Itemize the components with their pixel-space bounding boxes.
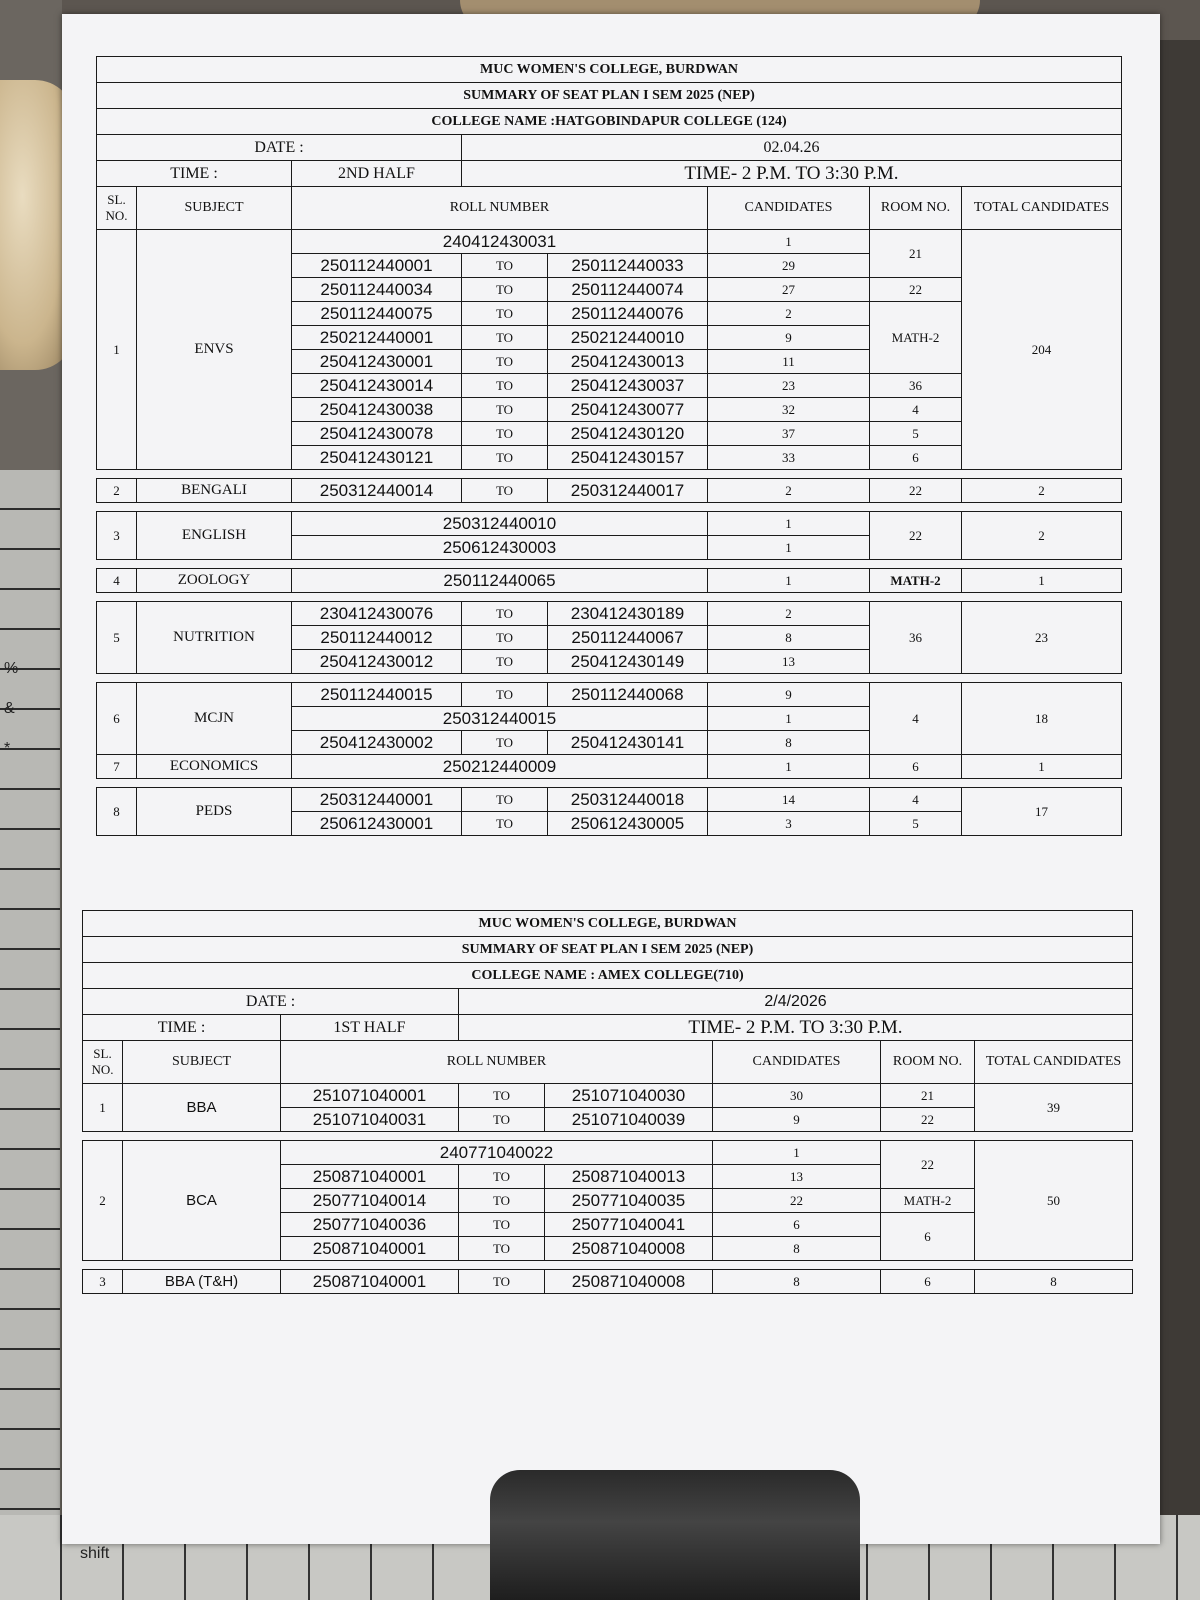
roll-to: 230412430189: [548, 602, 708, 626]
roll-to: 251071040039: [545, 1108, 713, 1132]
subject-name: MCJN: [137, 683, 292, 755]
room-no: 22: [870, 278, 962, 302]
roll-to: 250412430037: [548, 374, 708, 398]
candidates-count: 2: [708, 302, 870, 326]
to-label: TO: [462, 626, 548, 650]
seat-plan-table-1: [96, 56, 1122, 836]
roll-from: 250771040014: [281, 1189, 459, 1213]
roll-to: 250112440074: [548, 278, 708, 302]
table-row: [97, 569, 1122, 593]
total-candidates: 2: [962, 479, 1122, 503]
table-row: [97, 479, 1122, 503]
college-header: MUC WOMEN'S COLLEGE, BURDWAN: [97, 57, 1122, 83]
roll-from: 250112440034: [292, 278, 462, 302]
roll-single: 250312440010: [292, 512, 708, 536]
candidates-count: 11: [708, 350, 870, 374]
to-label: TO: [462, 446, 548, 470]
key-label: %: [4, 660, 19, 677]
sl-no: 3: [97, 512, 137, 560]
candidates-count: 1: [708, 707, 870, 731]
room-no: 21: [870, 230, 962, 278]
sl-no: 6: [97, 683, 137, 755]
candidates-count: 23: [708, 374, 870, 398]
roll-to: 251071040030: [545, 1084, 713, 1108]
date-value: 02.04.26: [462, 135, 1122, 161]
session-half: 2ND HALF: [292, 161, 462, 187]
roll-to: 250412430149: [548, 650, 708, 674]
total-candidates: 23: [962, 602, 1122, 674]
candidates-count: 8: [708, 626, 870, 650]
to-label: TO: [459, 1189, 545, 1213]
roll-from: 250871040001: [281, 1165, 459, 1189]
roll-to: 250412430077: [548, 398, 708, 422]
roll-to: 250871040013: [545, 1165, 713, 1189]
roll-single: 250112440065: [292, 569, 708, 593]
summary-title: SUMMARY OF SEAT PLAN I SEM 2025 (NEP): [97, 83, 1122, 109]
to-label: TO: [459, 1237, 545, 1261]
col-roll-number: ROLL NUMBER: [281, 1041, 713, 1084]
table-row: [83, 1084, 1133, 1108]
room-no: 36: [870, 602, 962, 674]
to-label: TO: [462, 398, 548, 422]
to-label: TO: [462, 731, 548, 755]
total-candidates: 1: [962, 755, 1122, 779]
room-no: 36: [870, 374, 962, 398]
roll-single: 250312440015: [292, 707, 708, 731]
roll-to: 250312440017: [548, 479, 708, 503]
table-row: [97, 683, 1122, 707]
roll-to: 250871040008: [545, 1270, 713, 1294]
room-no: 22: [870, 479, 962, 503]
time-value: TIME- 2 P.M. TO 3:30 P.M.: [459, 1015, 1133, 1041]
roll-to: 250112440068: [548, 683, 708, 707]
candidates-count: 13: [713, 1165, 881, 1189]
candidates-count: 9: [713, 1108, 881, 1132]
table-row: [83, 1141, 1133, 1165]
to-label: TO: [462, 650, 548, 674]
roll-to: 250771040035: [545, 1189, 713, 1213]
candidates-count: 33: [708, 446, 870, 470]
candidates-count: 2: [708, 602, 870, 626]
key-label: *: [4, 740, 11, 757]
table-row: [97, 602, 1122, 626]
total-candidates: 204: [962, 230, 1122, 470]
candidates-count: 1: [708, 569, 870, 593]
to-label: TO: [459, 1213, 545, 1237]
roll-from: 250612430001: [292, 812, 462, 836]
roll-single: 250612430003: [292, 536, 708, 560]
col-room-no: ROOM NO.: [870, 187, 962, 230]
roll-from: 250412430002: [292, 731, 462, 755]
to-label: TO: [462, 788, 548, 812]
subject-name: ENVS: [137, 230, 292, 470]
roll-single: 240771040022: [281, 1141, 713, 1165]
to-label: TO: [462, 350, 548, 374]
roll-to: 250412430013: [548, 350, 708, 374]
roll-from: 250412430038: [292, 398, 462, 422]
to-label: TO: [462, 254, 548, 278]
room-no: 6: [870, 446, 962, 470]
roll-from: 250112440001: [292, 254, 462, 278]
roll-from: 250312440014: [292, 479, 462, 503]
paperweight: [490, 1470, 860, 1600]
roll-from: 250871040001: [281, 1237, 459, 1261]
to-label: TO: [462, 422, 548, 446]
col-total-candidates: TOTAL CANDIDATES: [962, 187, 1122, 230]
room-no: MATH-2: [870, 569, 962, 593]
seat-plan-sheet: [62, 14, 1160, 1544]
total-candidates: 50: [975, 1141, 1133, 1261]
roll-from: 250412430014: [292, 374, 462, 398]
candidates-count: 8: [708, 731, 870, 755]
roll-to: 250871040008: [545, 1237, 713, 1261]
sl-no: 5: [97, 602, 137, 674]
candidates-count: 1: [713, 1141, 881, 1165]
summary-title: SUMMARY OF SEAT PLAN I SEM 2025 (NEP): [83, 937, 1133, 963]
sl-no: 2: [97, 479, 137, 503]
key-label: &: [4, 700, 15, 717]
room-no: 22: [881, 1141, 975, 1189]
roll-from: 250771040036: [281, 1213, 459, 1237]
col-roll-number: ROLL NUMBER: [292, 187, 708, 230]
roll-from: 230412430076: [292, 602, 462, 626]
candidates-count: 3: [708, 812, 870, 836]
to-label: TO: [462, 326, 548, 350]
total-candidates: 2: [962, 512, 1122, 560]
candidates-count: 1: [708, 755, 870, 779]
total-candidates: 8: [975, 1270, 1133, 1294]
date-label: DATE :: [83, 989, 459, 1015]
room-no: 6: [870, 755, 962, 779]
time-label: TIME :: [83, 1015, 281, 1041]
candidates-count: 8: [713, 1270, 881, 1294]
roll-from: 250871040001: [281, 1270, 459, 1294]
subject-name: NUTRITION: [137, 602, 292, 674]
col-sl-no: SL. NO.: [97, 187, 137, 230]
subject-name: BENGALI: [137, 479, 292, 503]
to-label: TO: [459, 1084, 545, 1108]
roll-to: 250412430157: [548, 446, 708, 470]
roll-single: 240412430031: [292, 230, 708, 254]
total-candidates: 17: [962, 788, 1122, 836]
sl-no: 7: [97, 755, 137, 779]
room-no: 21: [881, 1084, 975, 1108]
table-row: [97, 230, 1122, 254]
to-label: TO: [462, 302, 548, 326]
session-half: 1ST HALF: [281, 1015, 459, 1041]
col-sl-no: SL. NO.: [83, 1041, 123, 1084]
subject-name: ZOOLOGY: [137, 569, 292, 593]
roll-from: 250112440015: [292, 683, 462, 707]
time-value: TIME- 2 P.M. TO 3:30 P.M.: [462, 161, 1122, 187]
room-no: 22: [870, 512, 962, 560]
col-room-no: ROOM NO.: [881, 1041, 975, 1084]
roll-from: 250312440001: [292, 788, 462, 812]
to-label: TO: [462, 602, 548, 626]
roll-from: 250412430121: [292, 446, 462, 470]
room-no: 6: [881, 1270, 975, 1294]
to-label: TO: [462, 812, 548, 836]
total-candidates: 39: [975, 1084, 1133, 1132]
sl-no: 1: [83, 1084, 123, 1132]
to-label: TO: [462, 374, 548, 398]
roll-to: 250312440018: [548, 788, 708, 812]
roll-single: 250212440009: [292, 755, 708, 779]
to-label: TO: [462, 278, 548, 302]
roll-to: 250112440033: [548, 254, 708, 278]
college-name: COLLEGE NAME : AMEX COLLEGE(710): [83, 963, 1133, 989]
candidates-count: 1: [708, 230, 870, 254]
college-name: COLLEGE NAME :HATGOBINDAPUR COLLEGE (124): [97, 109, 1122, 135]
time-label: TIME :: [97, 161, 292, 187]
candidates-count: 8: [713, 1237, 881, 1261]
candidates-count: 14: [708, 788, 870, 812]
candidates-count: 1: [708, 536, 870, 560]
seat-plan-table-2: [82, 910, 1133, 1294]
candidates-count: 37: [708, 422, 870, 446]
col-subject: SUBJECT: [137, 187, 292, 230]
date-value: 2/4/2026: [459, 989, 1133, 1015]
key-label: shift: [80, 1545, 110, 1562]
roll-from: 250412430001: [292, 350, 462, 374]
candidates-count: 30: [713, 1084, 881, 1108]
subject-name: BBA (T&H): [123, 1270, 281, 1294]
candidates-count: 1: [708, 512, 870, 536]
subject-name: ENGLISH: [137, 512, 292, 560]
room-no: 4: [870, 788, 962, 812]
sl-no: 3: [83, 1270, 123, 1294]
room-no: 4: [870, 398, 962, 422]
roll-to: 250412430141: [548, 731, 708, 755]
roll-from: 250112440075: [292, 302, 462, 326]
candidates-count: 27: [708, 278, 870, 302]
to-label: TO: [459, 1165, 545, 1189]
table-row: [97, 512, 1122, 536]
total-candidates: 1: [962, 569, 1122, 593]
roll-to: 250212440010: [548, 326, 708, 350]
roll-from: 250412430078: [292, 422, 462, 446]
roll-to: 250412430120: [548, 422, 708, 446]
to-label: TO: [459, 1270, 545, 1294]
candidates-count: 32: [708, 398, 870, 422]
room-no: 6: [881, 1213, 975, 1261]
subject-name: PEDS: [137, 788, 292, 836]
to-label: TO: [459, 1108, 545, 1132]
candidates-count: 22: [713, 1189, 881, 1213]
room-no: 22: [881, 1108, 975, 1132]
candidates-count: 2: [708, 479, 870, 503]
candidates-count: 13: [708, 650, 870, 674]
candidates-count: 9: [708, 326, 870, 350]
col-candidates: CANDIDATES: [713, 1041, 881, 1084]
sl-no: 8: [97, 788, 137, 836]
college-header: MUC WOMEN'S COLLEGE, BURDWAN: [83, 911, 1133, 937]
subject-name: BCA: [123, 1141, 281, 1261]
roll-to: 250112440067: [548, 626, 708, 650]
roll-to: 250112440076: [548, 302, 708, 326]
total-candidates: 18: [962, 683, 1122, 755]
subject-name: ECONOMICS: [137, 755, 292, 779]
col-total-candidates: TOTAL CANDIDATES: [975, 1041, 1133, 1084]
roll-to: 250771040041: [545, 1213, 713, 1237]
candidates-count: 6: [713, 1213, 881, 1237]
room-no: 5: [870, 812, 962, 836]
to-label: TO: [462, 479, 548, 503]
table-row: [83, 1270, 1133, 1294]
candidates-count: 9: [708, 683, 870, 707]
roll-from: 250212440001: [292, 326, 462, 350]
roll-from: 251071040031: [281, 1108, 459, 1132]
room-no: 4: [870, 683, 962, 755]
background-keyboard-left: [0, 470, 60, 1600]
col-subject: SUBJECT: [123, 1041, 281, 1084]
sl-no: 1: [97, 230, 137, 470]
roll-from: 251071040001: [281, 1084, 459, 1108]
roll-from: 250412430012: [292, 650, 462, 674]
subject-name: BBA: [123, 1084, 281, 1132]
to-label: TO: [462, 683, 548, 707]
room-no: MATH-2: [881, 1189, 975, 1213]
sl-no: 4: [97, 569, 137, 593]
roll-to: 250612430005: [548, 812, 708, 836]
table-row: [97, 755, 1122, 779]
sl-no: 2: [83, 1141, 123, 1261]
candidates-count: 29: [708, 254, 870, 278]
roll-from: 250112440012: [292, 626, 462, 650]
room-no: MATH-2: [870, 302, 962, 374]
room-no: 5: [870, 422, 962, 446]
col-candidates: CANDIDATES: [708, 187, 870, 230]
table-row: [97, 788, 1122, 812]
date-label: DATE :: [97, 135, 462, 161]
